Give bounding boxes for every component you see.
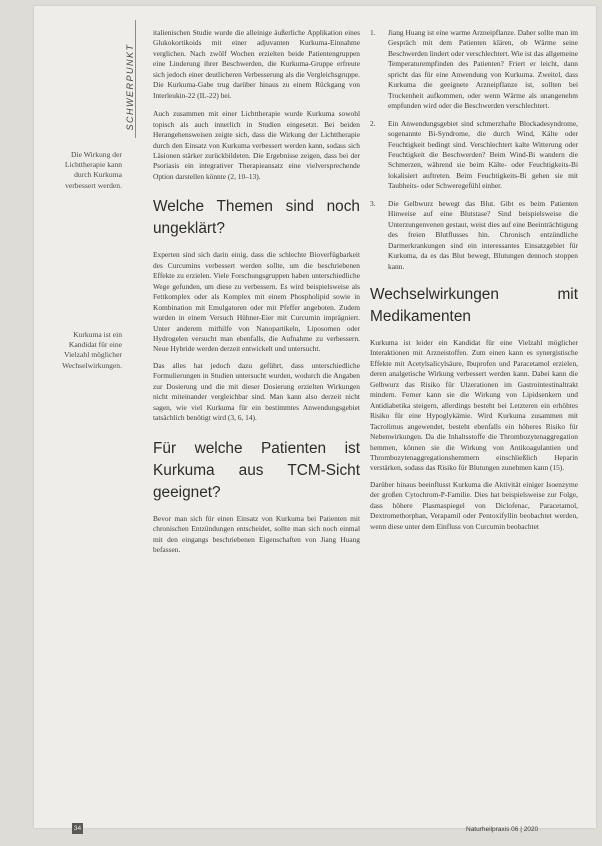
paragraph: Experten sind sich darin einig, dass die schlechte Bioverfügbarkeit des Curcumins verbessert werden sollte, um die beschriebenen Effekte zu erzielen. Viele Forschungsgruppen haben unterschiedliche Wege gefunden, um diese zu verbessern. Es wird beispielsweise als Fettkomplex oder als Komplex mit einem Phospholipid sowie in Kombination mit Emulgatoren oder mit Pfeffer angeboten. Zudem wurden in einem Versuch Hühner-Eier mit Curcumin imprägniert. Unter anderem mithilfe von Nanopartikeln, Liposomen oder Hydrogelen versucht man ebenfalls, die Aufnahme zu verbessern. Neue Hybride werden derzeit entwickelt und untersucht. <box>153 250 360 354</box>
list-item: 2. Ein Anwendungsgebiet sind schmerzhafte Blockadesyndrome, sogenannte Bi-Syndrome, die durch Wind, Kälte oder Feuchtigkeit bedingt sind. Verschlechtert kalte Witterung oder Feuchtigkeit die Beschwerden? Beim Wind-Bi wandern die Schmerzen, während sie beim Kälte- oder Feuchtigkeits-Bi lokalisiert auftreten. Beim Feuchtigkeits-Bi gehen sie mit Taubheits- oder Schweregefühl einher. <box>370 118 578 191</box>
heading-patients: Für welche Patienten ist Kurkuma aus TCM-Sicht geeignet? <box>153 439 360 501</box>
paragraph: Auch zusammen mit einer Lichttherapie wurde Kurkuma sowohl topisch als auch innerlich in Studien eingesetzt. Bei beiden Herangehensweisen zeigte sich, dass die Wirkung der Lichttherapie durch den Einsatz von Kurkuma verbessert werden kann, sodass sich Läsionen stärker zurückbildeten. Die Ergebnisse zeigen, dass bei der Psoriasis ein integrativer Therapieansatz eine vielversprechende Option darstellen könnte (2, 10–13). <box>153 109 360 181</box>
margin-note-interactions: Kurkuma ist ein Kandidat für eine Vielzahl möglicher Wechselwirkungen. <box>62 330 122 370</box>
section-rule <box>135 20 136 138</box>
tcm-criteria-list <box>370 28 578 272</box>
heading-open-questions: Welche Themen sind noch ungeklärt? <box>153 198 360 238</box>
heading-interactions: Wechselwirkungen mit Medikamenten <box>370 285 578 325</box>
section-label-text: SCHWERPUNKT <box>125 43 135 131</box>
paragraph: Bevor man sich für einen Einsatz von Kurkuma bei Patienten mit chronischen Entzündungen entscheidet, sollte man sich noch einmal mit den eingangs beschriebenen Eigenschaften von Jiang Huang befassen. <box>153 513 360 554</box>
list-item: 1. Jiang Huang ist eine warme Arzneipflanze. Daher sollte man im Gespräch mit dem Patienten klären, ob Wärme seine Beschwerden lindert oder verschlechtert. Wie ist das allgemeine Temperaturempfinden des Patienten? Friert er leicht, dann spricht das für eine Anwendung von Kurkuma. Zweitel, dass Kurkuma die geeignete Arzneipflanze ist, sollten bei Trockenheit aufkommen, oder wenn Wärme als unangenehm empfunden wird oder die Beschwerden verschlechtert. <box>370 28 578 111</box>
paragraph: Das alles hat jedoch dazu geführt, dass unterschiedliche Formulierungen in Studien untersucht wurden, wodurch die Angaben zur Dosierung und die mit dieser Dosierung erzielten Wirkungen nicht miteinander vergleichbar sind. Man kann also derzeit nicht sagen, wie viel Kurkuma für ein bestimmtes Anwendungsgebiet tatsächlich benötigt wird (3, 6, 14). <box>153 360 360 423</box>
paragraph: italienischen Studie wurde die alleinige äußerliche Applikation eines Glukokortikoids mit einer adjuvanten Kurkuma-Einnahme verglichen. Nach zwölf Wochen erzielten beide Patientengruppen eine Linderung ihrer Beschwerden, die Kurkuma-Gruppe erfreute sich jedoch einer deutlicheren Verbesserung als die Vergleichsgruppe. Die Kurkuma-Gabe trug darüber hinaus zu einem Rückgang von Interleukin-22 (IL-22) bei. <box>153 28 360 100</box>
right-column <box>370 28 578 538</box>
left-column <box>153 28 360 561</box>
margin-note-light-therapy: Die Wirkung der Lichttherapie kann durch Kurkuma verbessert werden. <box>64 150 122 190</box>
paragraph: Kurkuma ist leider ein Kandidat für eine Vielzahl möglicher Interaktionen mit Arzneistoffen. Zum einen kann es synergistische Effekte mit Acetylsalicylsäure, Ibuprofen und Paracetamol erzielen, deren analgetische Wirkung verbessert werden kann. Dabei kann die Gelbwurz das Risiko für Ulzerationen im Gastrointestinaltrakt mindern. Ferner kann sie die Wirkung von Lipidsenkern und Antidiabetika steigern, allerdings besteht bei Letzteren ein erhöhtes Risiko für eine Hypoglykämie. Wird Kurkuma zusammen mit Tacrolimus angewendet, besteht ebenfalls ein höheres Risiko für Nebenwirkungen. Da die Inhaltsstoffe die Thrombozytenaggregation hemmen, können sie die Wirkung von Antikoagulantien und Thrombozytenaggregationshemmern einschließlich Heparin verstärken, sodass das Risiko für Blutungen zunehmen kann (15). <box>370 337 578 473</box>
page-number: 34 <box>73 825 82 832</box>
list-item: 3. Die Gelbwurz bewegt das Blut. Gibt es beim Patienten Hinweise auf eine Blutstase? Sind beispielsweise die Unterzungenvenen gestaut, weist dies auf eine Beeinträchtigung des freien Blutflusses hin. Chronisch entzündliche Darmerkrankungen sind ein interessantes Einsatzgebiet für Kurkuma, da es das Blut bewegt, Blutungen dennoch stoppen kann. <box>370 198 578 271</box>
paragraph: Darüber hinaus beeinflusst Kurkuma die Aktivität einiger Isoenzyme der großen Cytochrom-P-Familie. Dies hat beispielsweise zur Folge, dass höhere Plasmaspiegel von Diclofenac, Paracetamol, Dextromethorphan, Verapamil oder Pentoxifyllin beobachtet werden, wenn diese unter dem Einfluss von Curcumin beobachtet <box>370 479 578 531</box>
footer-journal: Naturheilpraxis 06 | 2020 <box>466 826 539 833</box>
